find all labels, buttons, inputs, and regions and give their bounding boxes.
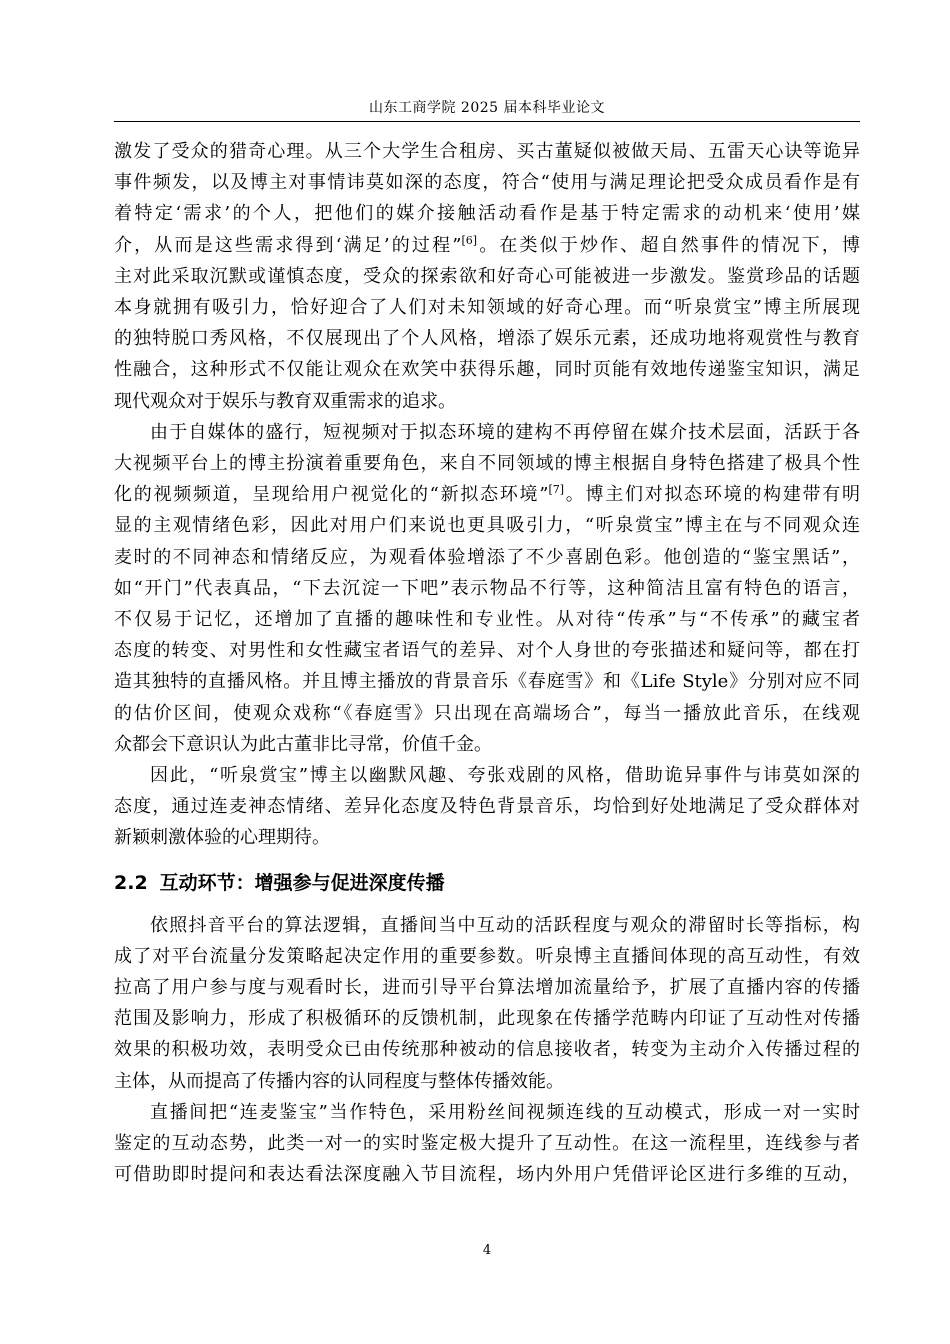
page-number: 4 — [482, 1243, 492, 1258]
citation-7: [7] — [548, 483, 565, 497]
paragraph-line: 激发了受众的猎奇心理。从三个大学生合租房、买古董疑似被做天局、五雷天心诀等诡异 — [114, 141, 860, 162]
paragraph-line: 本身就拥有吸引力，恰好迎合了人们对未知领域的好奇心理。而“听泉赏宝”博主所展现 — [114, 297, 860, 319]
line-text: 化的视频频道，呈现给用户视觉化的“新拟态环境” — [114, 484, 549, 506]
paragraph-line: 显的主观情绪色彩，因此对用户们来说也更具吸引力，“听泉赏宝”博主在与不同观众连 — [114, 515, 860, 537]
paragraph-line: 众都会下意识认为此古董非比寻常，价值千金。 — [114, 733, 492, 755]
paragraph-line: 态度的转变、对男性和女性藏宝者语气的差异、对个人身世的夸张描述和疑问等，都在打 — [114, 640, 860, 662]
line-text: 。在类似于炒作、超自然事件的情况下，博 — [477, 234, 860, 256]
paragraph-3 — [114, 760, 860, 854]
paragraph-line: 大视频平台上的博主扮演着重要角色，来自不同领域的博主根据自身特色搭建了极具个性 — [114, 453, 860, 475]
line-text: 。博主们对拟态环境的构建带有明 — [564, 484, 861, 506]
section-heading — [114, 868, 860, 898]
section-paragraph-2 — [114, 1097, 860, 1191]
section-number: 2.2 — [114, 871, 148, 894]
paragraph-line: 如“开门”代表真品，“下去沉淀一下吧”表示物品不行等，这种简洁且富有特色的语言， — [114, 577, 860, 599]
paragraph-line: 拉高了用户参与度与观看时长，进而引导平台算法增加流量给予，扩展了直播内容的传播 — [114, 977, 860, 999]
paragraph-line: 新颖刺激体验的心理期待。 — [114, 827, 330, 849]
paragraph-line: 主对此采取沉默或谨慎态度，受众的探索欲和好奇心可能被进一步激发。鉴赏珍品的话题 — [114, 265, 860, 287]
body-text — [114, 136, 860, 1191]
citation-6: [6] — [461, 233, 478, 247]
paragraph-line: 效果的积极功效，表明受众已由传统那种被动的信息接收者，转变为主动介入传播过程的 — [114, 1039, 860, 1061]
paragraph-line: 可借助即时提问和表达看法深度融入节目流程，场内外用户凭借评论区进行多维的互动， — [114, 1164, 860, 1186]
paragraph-line: 造其独特的直播风格。并且博主播放的背景音乐《春庭雪》和《Life Style》分别对应不同 — [114, 671, 860, 693]
paragraph-line: 成了对平台流量分发策略起决定作用的重要参数。听泉博主直播间体现的高互动性，有效 — [114, 945, 860, 967]
page-header — [114, 99, 860, 117]
paragraph-line: 鉴定的互动态势，此类一对一的实时鉴定极大提升了互动性。在这一流程里，连线参与者 — [114, 1133, 860, 1155]
paragraph-line: 范围及影响力，形成了积极循环的反馈机制，此现象在传播学范畴内印证了互动性对传播 — [114, 1008, 860, 1030]
paragraph-line: 事件频发，以及博主对事情讳莫如深的态度，符合“使用与满足理论把受众成员看作是有 — [114, 172, 860, 194]
paragraph-line-with-citation — [114, 230, 860, 261]
paragraph-line: 直播间把“连麦鉴宝”当作特色，采用粉丝间视频连线的互动模式，形成一对一实时 — [150, 1101, 860, 1123]
paragraph-2 — [114, 417, 860, 760]
paragraph-line: 现代观众对于娱乐与教育双重需求的追求。 — [114, 390, 456, 412]
paragraph-1 — [114, 136, 860, 417]
paragraph-line: 主体，从而提高了传播内容的认同程度与整体传播效能。 — [114, 1070, 564, 1092]
header-rule — [114, 121, 860, 122]
paragraph-line: 的独特脱口秀风格，不仅展现出了个人风格，增添了娱乐元素，还成功地将观赏性与教育 — [114, 328, 860, 350]
paragraph-line: 着特定‘需求’的个人，把他们的媒介接触活动看作是基于特定需求的动机来‘使用’媒 — [114, 203, 860, 225]
paragraph-line: 麦时的不同神态和情绪反应，为观看体验增添了不少喜剧色彩。他创造的“鉴宝黑话”， — [114, 546, 860, 568]
line-text: 介，从而是这些需求得到‘满足’的过程” — [114, 234, 462, 256]
section-paragraph-1 — [114, 910, 860, 1097]
paragraph-line: 由于自媒体的盛行，短视频对于拟态环境的建构不再停留在媒介技术层面，活跃于各 — [150, 421, 860, 443]
header-title: 山东工商学院 2025 届本科毕业论文 — [368, 100, 606, 116]
paragraph-line: 态度，通过连麦神态情绪、差异化态度及特色背景音乐，均恰到好处地满足了受众群体对 — [114, 796, 860, 818]
paragraph-line-with-citation — [114, 479, 860, 510]
paragraph-line: 依照抖音平台的算法逻辑，直播间当中互动的活跃程度与观众的滞留时长等指标，构 — [150, 914, 860, 936]
section-title-text: 互动环节：增强参与促进深度传播 — [159, 871, 445, 894]
paragraph-line: 因此，“听泉赏宝”博主以幽默风趣、夸张戏剧的风格，借助诡异事件与讳莫如深的 — [150, 765, 860, 787]
paragraph-line: 的估价区间，使观众戏称“《春庭雪》只出现在高端场合”，每当一播放此音乐，在线观 — [114, 702, 860, 724]
paragraph-line: 不仅易于记忆，还增加了直播的趣味性和专业性。从对待“传承”与“不传承”的藏宝者 — [114, 609, 860, 631]
paragraph-line: 性融合，这种形式不仅能让观众在欢笑中获得乐趣，同时页能有效地传递鉴宝知识，满足 — [114, 359, 860, 381]
